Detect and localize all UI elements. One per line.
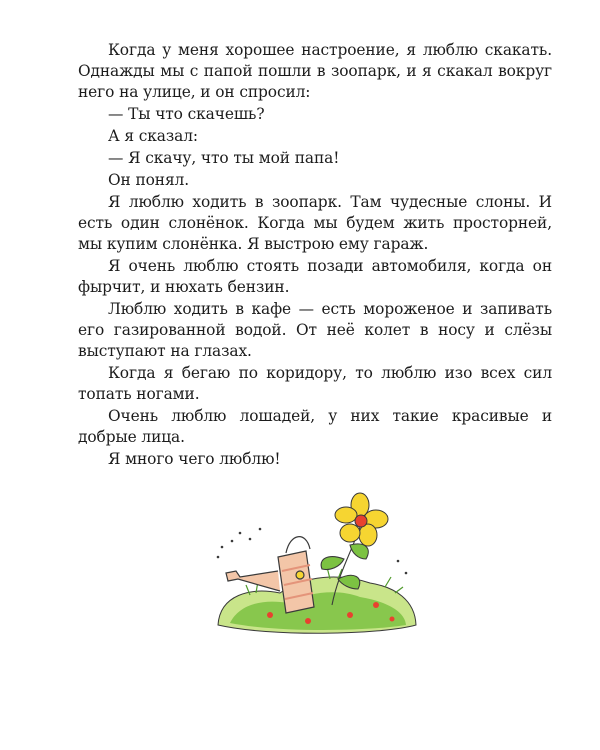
paragraph: Я очень люблю стоять позади автомобиля, когда он фырчит, и нюхать бензин. [78,257,552,296]
paragraph: А я сказал: [108,127,198,145]
flower-head [335,493,388,546]
paragraph: — Ты что скачешь? [108,105,265,123]
paragraph: Когда я бегаю по коридору, то люблю изо всех сил топать ногами. [78,364,552,403]
water-drops [217,528,408,575]
paragraph: — Я скачу, что ты мой папа! [108,149,340,167]
paragraph: Я много чего люблю! [108,450,281,468]
watering-can-flower-illustration [210,475,420,645]
paragraph: Люблю ходить в кафе — есть мороженое и запивать его газированной водой. От неё колет в носу и слёзы выступают на глазах. [78,300,552,360]
paragraph: Я люблю ходить в зоопарк. Там чудесные слоны. И есть один слонёнок. Когда мы будем жить просторней, мы купим слонёнка. Я выстрою ему гараж. [78,193,552,253]
paragraph: Он понял. [108,171,190,189]
story-text [78,40,552,471]
paragraph: Очень люблю лошадей, у них такие красивые и добрые лица. [78,407,552,446]
paragraph: Когда у меня хорошее настроение, я люблю скакать. Однажды мы с папой пошли в зоопарк, и я скакал вокруг него на улице, и он спросил: [78,41,552,101]
